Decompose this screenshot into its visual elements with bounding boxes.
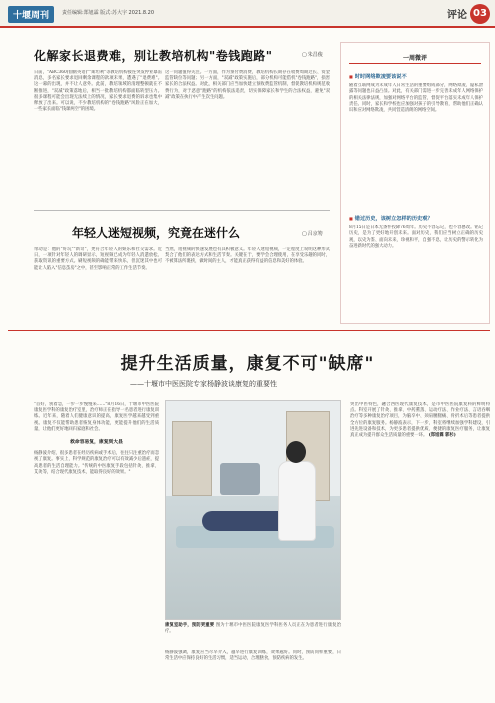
header-info: 责任编辑:郑旭霖 版式:苏大宇 2021.8.20 [62, 10, 154, 16]
article2-col1: 带动是：他的"好玩""新奇"，更符合年轻人的娱乐和社交需求。近日，一项针对年轻人的调研显示，短视频已成为年轻人消遣放松、获取资讯的重要方式。刷短视频的确能带来快乐，但沉迷其中也可能让人陷入"信息茧房"之中，甚至影响正常的工作生活节奏。 [34, 247, 162, 271]
photo-doctor [278, 461, 316, 541]
article-divider [34, 210, 330, 211]
article1-col2: 这一问题值得关注。一方面，作为预付费消费，教培机构长期存在收费周期过长、资金监管缺位等问题；另一方面，"双减"政策实施后，部分机构可能借机"卷钱跑路"，损害家长的合法权益。对此，相关部门应当加快建立预收费监管机制，督促教培机构规范收费行为，对于恶意"跑路"的机构依法追责，切实保障家长和学生的合法权益，避免"双减"政策在执行中产生次生问题。 [165, 70, 330, 100]
paper-name: 十堰周刊 [8, 6, 54, 23]
article1-col1: 日前，"ABC360(仙鹤英语)""斯坦利"等教培机构接连突发停业暴雷消息，多名家长要求退回剩余课程的款项未果，遭遇了"退费难"。这一幕的出现，并不让人意外。此前，教培领域的清理整顿就在不断推进，"双减"政策落地后，相当一批教培机构都面临转型压力。很多课程可能会出现无法续上的情况，家长要求退费的诉求也集中释放了出来。可以说，不少教培机构的"卷钱跑路"风险正在加大，一些家长面临"钱课两空"的困境。 [34, 70, 162, 113]
article2-title: 年轻人迷短视频，究竟在迷什么 [72, 226, 241, 240]
weekly-item1-title: ■ 时时网络欺凌要该说不 [349, 73, 407, 80]
weekly-rule [349, 63, 481, 64]
photo-caption [165, 623, 341, 635]
feature-col3-text: 突出中医特色，融合西医现代康复技术，是市中医医院康复科的鲜明特点。科室开展了针灸、推拿、中药熏蒸、运动疗法、作业疗法、言语吞咽治疗等多种康复治疗项目，为脑卒中、颈肩腰腿痛、骨折术后等患者提供全方位的康复服务。杨静波表示，下一步，科室将继续加强学科建设，引进先进设备和技术，为更多患者提供优质、便捷的康复医疗服务，让康复真正成为提升群众生活质量的重要一环。 [350, 402, 490, 439]
article2-byline: ▢ 吕京笏 [302, 230, 323, 237]
feature-subtitle: ——十堰市中医医院专家杨静波谈康复的重要性 [130, 380, 277, 388]
caption-title: 康复室助手，预防更重要 [165, 623, 215, 628]
weekly-item2-text: 8月15日是日本无条件投降76周年。历史不容忘记，也不容篡改。铭记历史，是为了更好地开创未来。面对历史，我们应当树立正确的历史观，以史为鉴、面向未来，珍视和平，自强不息，让历史的警示转化为奋进新时代的强大动力。 [349, 225, 483, 249]
page-header [0, 0, 495, 28]
photo-machine [220, 463, 260, 495]
feature-col1-intro: "首好，别着急，一步一步慢慢来……"8月16日，十堰市中医医院康复医学科的康复治疗室里，治疗师正在指导一名患者进行康复训练。近年来，随着人们健康意识的提高，康复医学越来越受到重视。康复不仅能帮助患者恢复身体功能，更能提升他们的生活质量，让他们更好地回归家庭和社会。 [34, 402, 159, 432]
article1-title: 化解家长退费难，别让教培机构"卷钱跑路" [34, 49, 273, 63]
feature-reporter: (郑旭霖 郭杉) [428, 433, 456, 439]
article1-byline: ▢ 朱昌俊 [302, 51, 323, 58]
article2-col2: 当然，短视频的快速发展也有其积极意义。年轻人迷短视频，一定程度上说明这种形式契合了他们的表达方式和生活节奏。关键在于，要学会合理使用，在享受乐趣的同时，不被算法所裹挟，做时间的主人，才能真正获得有益的信息和美好的体验。 [165, 247, 330, 265]
feature-col1 [34, 402, 159, 672]
page-number: 03 [470, 4, 490, 24]
feature-col1-body: 杨静波介绍，很多患者在经历疾病或手术后，往往只注重治疗而忽视了康复。事实上，科学规范的康复治疗可以有效减少后遗症，提高患者的生活自理能力。"传统的中医康复手段包括针灸、推拿、艾灸等，结合现代康复技术，能取得良好的效果。" [34, 451, 159, 475]
feature-col2: 杨静波强调，康复应当尽早介入，越早进行康复训练，效果越好。同时，预防同样重要，日常生活中应保持良好的生活习惯，适当运动，合理膳食，预防疾病的发生。 [165, 650, 341, 662]
photo-cabinet [172, 421, 212, 496]
section-label: 评论 [447, 10, 467, 21]
caption-text: 图为十堰市中医医院康复医学科医务人员正在为患者进行康复治疗。 [165, 623, 342, 634]
weekly-title: 一周微评 [402, 55, 427, 62]
weekly-item1-text: 随着互联网成为未成年人日常生活的重要组成部分，网络欺凌、隐私泄露等问题也日益凸显。对此，有关部门需进一步完善未成年人网络保护的相关法律法规，加强对网络平台的监管，督促平台落实未成年人保护责任。同时，家长和学校也应加强对孩子的引导教育，帮助他们正确认识和应对网络欺凌，共同营造清朗的网络空间。 [349, 83, 483, 114]
weekly-item2-title: ■ 错过历史，该树立怎样的历史观？ [349, 215, 433, 222]
rehab-photo [165, 400, 341, 620]
section-rule [8, 330, 490, 331]
photo-doctor-head [286, 441, 306, 463]
weekly-comments-box [340, 42, 490, 324]
feature-title: 提升生活质量，康复不可"缺席" [120, 354, 375, 374]
feature-col3 [350, 402, 490, 698]
feature-subheading: 救命容易复，康复到大县 [70, 439, 123, 446]
